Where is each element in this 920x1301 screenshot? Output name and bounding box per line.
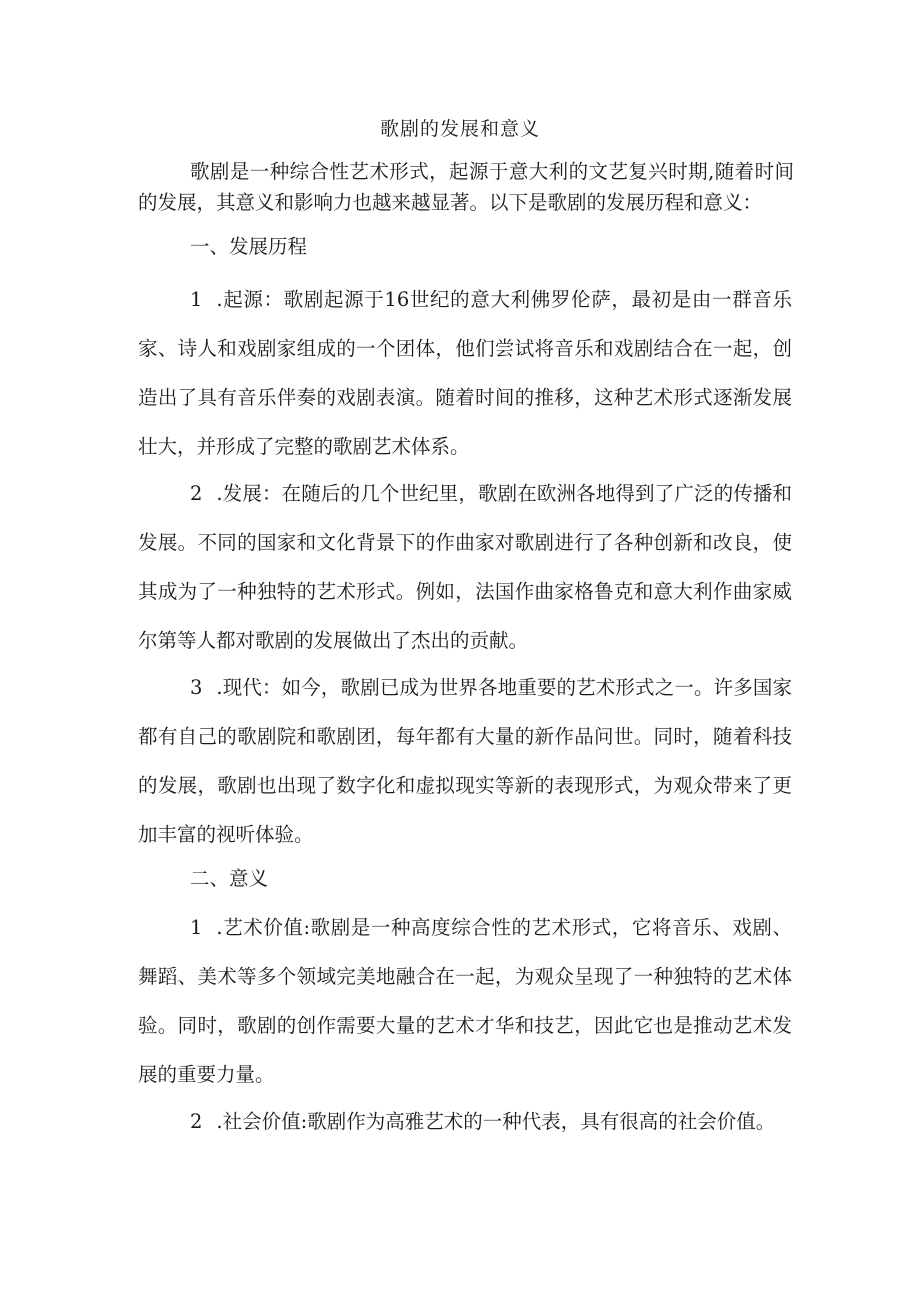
list-item [138, 469, 792, 665]
item-number: 3 [190, 676, 203, 699]
item-number: 1 [190, 288, 203, 311]
item-text: .起源：歌剧起源于16世纪的意大利佛罗伦萨，最初是由一群音乐家、诗人和戏剧家组成的一个团体，他们尝试将音乐和戏剧结合在一起，创造出了具有音乐伴奏的戏剧表演。随着时间的推移，这种艺术形式逐渐发展壮大，并形成了完整的歌剧艺术体系。 [138, 288, 792, 458]
item-text: .现代：如今，歌剧已成为世界各地重要的艺术形式之一。许多国家都有自己的歌剧院和歌剧团，每年都有大量的新作品问世。同时，随着科技的发展，歌剧也出现了数字化和虚拟现实等新的表现形式，为观众带来了更加丰富的视听体验。 [138, 676, 792, 846]
intro-paragraph: 歌剧是一种综合性艺术形式，起源于意大利的文艺复兴时期,随着时间的发展，其意义和影响力也越来越显著。以下是歌剧的发展历程和意义： [138, 160, 794, 214]
list-item [138, 663, 792, 859]
item-number: 2 [190, 482, 203, 505]
section-heading-development: 一、发展历程 [190, 235, 308, 258]
item-text: .艺术价值:歌剧是一种高度综合性的艺术形式，它将音乐、戏剧、舞蹈、美术等多个领域完美地融合在一起，为观众呈现了一种独特的艺术体验。同时，歌剧的创作需要大量的艺术才华和技艺，因此它也是推动艺术发展的重要力量。 [138, 916, 792, 1086]
item-number: 1 [190, 916, 203, 939]
list-item [138, 275, 792, 471]
list-item [138, 903, 792, 1099]
list-item [138, 1097, 792, 1146]
item-text: .发展：在随后的几个世纪里，歌剧在欧洲各地得到了广泛的传播和发展。不同的国家和文化背景下的作曲家对歌剧进行了各种创新和改良，使其成为了一种独特的艺术形式。例如，法国作曲家格鲁克和意大利作曲家威尔第等人都对歌剧的发展做出了杰出的贡献。 [138, 482, 792, 652]
item-number: 2 [190, 1110, 203, 1133]
document-title: 歌剧的发展和意义 [379, 118, 540, 140]
item-text: .社会价值:歌剧作为高雅艺术的一种代表，具有很高的社会价值。 [216, 1110, 776, 1133]
section-heading-significance: 二、意义 [190, 867, 269, 890]
